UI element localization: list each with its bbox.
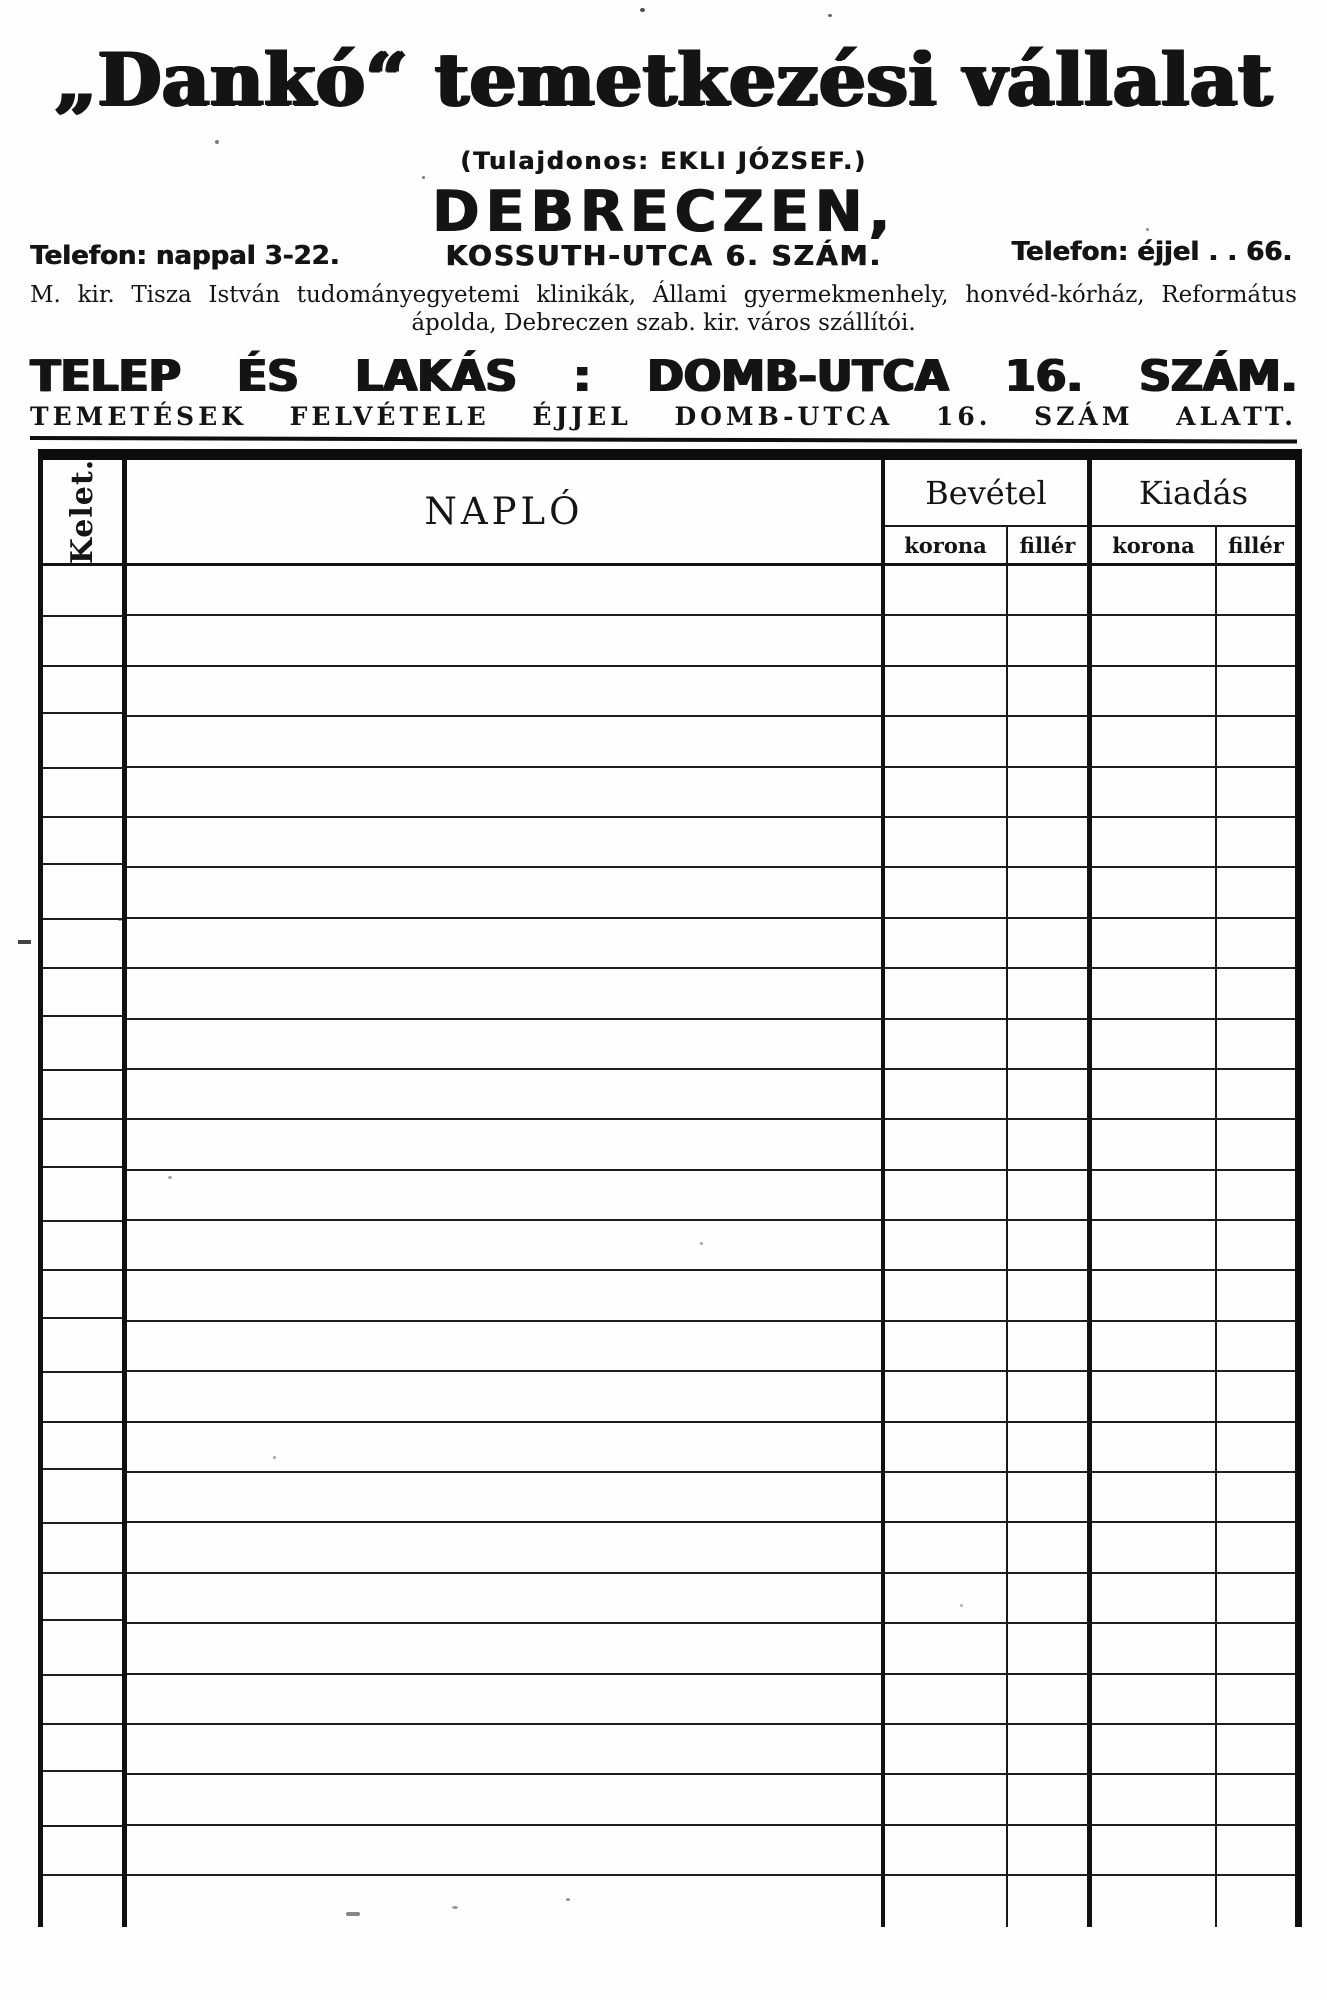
table-row	[43, 1271, 1295, 1321]
table-row	[43, 1171, 1295, 1221]
table-row	[43, 1876, 1295, 1926]
cell-income-krona	[885, 1020, 1008, 1070]
cell-journal	[127, 1423, 885, 1473]
cell-income-filler	[1008, 1372, 1092, 1422]
cell-journal	[127, 1624, 885, 1674]
divider-rule	[30, 436, 1297, 444]
cell-journal	[127, 969, 885, 1019]
cell-income-krona	[885, 667, 1008, 717]
ledger-header	[43, 460, 1295, 566]
cell-journal	[127, 1826, 885, 1876]
suppliers-line-1: M. kir. Tisza István tudományegyetemi klinikák, Állami gyermekmenhely, honvéd-kórház, Református	[30, 282, 1297, 308]
cell-income-krona	[885, 1221, 1008, 1271]
cell-expense-krona	[1092, 818, 1217, 868]
cell-date	[43, 717, 127, 767]
cell-expense-krona	[1092, 1876, 1217, 1926]
cell-income-krona	[885, 1120, 1008, 1170]
cell-income-filler	[1008, 1826, 1092, 1876]
cell-expense-filler	[1217, 616, 1295, 666]
cell-date	[43, 1624, 127, 1674]
cell-expense-filler	[1217, 868, 1295, 918]
cell-date	[43, 1675, 127, 1725]
scan-speck	[828, 14, 832, 17]
table-row	[43, 1423, 1295, 1473]
cell-expense-krona	[1092, 1775, 1217, 1825]
cell-expense-filler	[1217, 717, 1295, 767]
expense-krona-subheader: korona	[1092, 527, 1217, 563]
cell-income-filler	[1008, 818, 1092, 868]
cell-journal	[127, 616, 885, 666]
cell-expense-filler	[1217, 1624, 1295, 1674]
cell-date	[43, 1322, 127, 1372]
cell-income-filler	[1008, 1171, 1092, 1221]
table-row	[43, 919, 1295, 969]
scan-speck	[118, 918, 122, 921]
cell-journal	[127, 1775, 885, 1825]
journal-column-header: NAPLÓ	[127, 460, 885, 563]
cell-date	[43, 1221, 127, 1271]
cell-date	[43, 1574, 127, 1624]
cell-expense-krona	[1092, 1624, 1217, 1674]
cell-income-filler	[1008, 1120, 1092, 1170]
scan-speck	[700, 1242, 703, 1245]
cell-journal	[127, 1725, 885, 1775]
cell-income-krona	[885, 1473, 1008, 1523]
cell-income-krona	[885, 1574, 1008, 1624]
table-row	[43, 1624, 1295, 1674]
cell-expense-krona	[1092, 566, 1217, 616]
cell-date	[43, 919, 127, 969]
cell-income-krona	[885, 717, 1008, 767]
cell-income-krona	[885, 868, 1008, 918]
cell-expense-filler	[1217, 768, 1295, 818]
table-row	[43, 616, 1295, 666]
cell-expense-filler	[1217, 1473, 1295, 1523]
cell-income-filler	[1008, 1675, 1092, 1725]
cell-income-filler	[1008, 1423, 1092, 1473]
cell-date	[43, 768, 127, 818]
income-krona-subheader: korona	[885, 527, 1008, 563]
table-row	[43, 1574, 1295, 1624]
cell-journal	[127, 1271, 885, 1321]
cell-expense-filler	[1217, 1221, 1295, 1271]
street-address: KOSSUTH-UTCA 6. SZÁM.	[445, 239, 882, 272]
cell-expense-krona	[1092, 616, 1217, 666]
cell-expense-filler	[1217, 1876, 1295, 1926]
cell-expense-krona	[1092, 768, 1217, 818]
phone-day: Telefon: nappal 3-22.	[30, 241, 340, 271]
scan-speck	[215, 140, 219, 144]
cell-expense-filler	[1217, 1725, 1295, 1775]
cell-income-krona	[885, 1624, 1008, 1674]
cell-income-krona	[885, 1423, 1008, 1473]
income-filler-subheader: fillér	[1019, 532, 1076, 558]
ledger-table	[38, 449, 1302, 1927]
cell-income-filler	[1008, 1574, 1092, 1624]
cell-expense-krona	[1092, 1171, 1217, 1221]
owner-line: (Tulajdonos: EKLI JÓZSEF.)	[460, 147, 867, 175]
cell-income-filler	[1008, 768, 1092, 818]
cell-expense-krona	[1092, 1675, 1217, 1725]
cell-expense-filler	[1217, 1271, 1295, 1321]
city-line: DEBRECZEN,	[431, 179, 896, 245]
scan-speck	[273, 1456, 276, 1459]
cell-income-krona	[885, 818, 1008, 868]
cell-income-krona	[885, 1070, 1008, 1120]
cell-expense-filler	[1217, 667, 1295, 717]
cell-income-filler	[1008, 1876, 1092, 1926]
cell-income-krona	[885, 1171, 1008, 1221]
company-title: „Dankó“ temetkezési vállalat	[54, 37, 1273, 123]
scan-speck	[1146, 228, 1149, 231]
cell-income-filler	[1008, 1271, 1092, 1321]
cell-income-filler	[1008, 1624, 1092, 1674]
cell-journal	[127, 868, 885, 918]
table-row	[43, 1221, 1295, 1271]
cell-income-krona	[885, 768, 1008, 818]
cell-expense-filler	[1217, 1423, 1295, 1473]
cell-expense-krona	[1092, 1725, 1217, 1775]
cell-date	[43, 1876, 127, 1926]
cell-expense-krona	[1092, 969, 1217, 1019]
cell-expense-krona	[1092, 868, 1217, 918]
cell-income-krona	[885, 1876, 1008, 1926]
cell-journal	[127, 1120, 885, 1170]
suppliers-line-2: ápolda, Debreczen szab. kir. város szállítói.	[411, 310, 916, 336]
cell-expense-krona	[1092, 1372, 1217, 1422]
table-row	[43, 667, 1295, 717]
table-row	[43, 1372, 1295, 1422]
cell-income-krona	[885, 1675, 1008, 1725]
expense-column-label: Kiadás	[1092, 460, 1295, 527]
expense-column-header	[1092, 460, 1295, 563]
table-row	[43, 969, 1295, 1019]
cell-expense-filler	[1217, 1120, 1295, 1170]
cell-expense-krona	[1092, 919, 1217, 969]
cell-expense-krona	[1092, 1221, 1217, 1271]
cell-journal	[127, 919, 885, 969]
scan-speck	[346, 1912, 360, 1916]
cell-expense-filler	[1217, 1523, 1295, 1573]
cell-date	[43, 1070, 127, 1120]
table-row	[43, 1775, 1295, 1825]
cell-expense-filler	[1217, 818, 1295, 868]
cell-expense-krona	[1092, 1473, 1217, 1523]
table-row	[43, 1523, 1295, 1573]
cell-expense-krona	[1092, 1271, 1217, 1321]
cell-income-filler	[1008, 616, 1092, 666]
cell-journal	[127, 1171, 885, 1221]
cell-date	[43, 1473, 127, 1523]
cell-expense-filler	[1217, 1070, 1295, 1120]
cell-expense-filler	[1217, 1372, 1295, 1422]
cell-income-filler	[1008, 1775, 1092, 1825]
cell-date	[43, 1171, 127, 1221]
cell-journal	[127, 1372, 885, 1422]
cell-income-filler	[1008, 667, 1092, 717]
night-notice-line: TEMETÉSEK FELVÉTELE ÉJJEL DOMB-UTCA 16. SZÁM ALATT.	[30, 402, 1297, 431]
cell-expense-krona	[1092, 1423, 1217, 1473]
table-row	[43, 868, 1295, 918]
cell-income-krona	[885, 1322, 1008, 1372]
scan-speck	[452, 1906, 458, 1909]
cell-expense-filler	[1217, 969, 1295, 1019]
cell-journal	[127, 1574, 885, 1624]
cell-date	[43, 1775, 127, 1825]
cell-journal	[127, 1523, 885, 1573]
date-column-label: Kelet.	[65, 458, 101, 565]
cell-journal	[127, 566, 885, 616]
cell-date	[43, 667, 127, 717]
cell-date	[43, 566, 127, 616]
cell-expense-filler	[1217, 1574, 1295, 1624]
cell-expense-krona	[1092, 1523, 1217, 1573]
cell-expense-krona	[1092, 1826, 1217, 1876]
cell-journal	[127, 1675, 885, 1725]
cell-expense-filler	[1217, 1775, 1295, 1825]
cell-income-filler	[1008, 1070, 1092, 1120]
cell-income-filler	[1008, 1725, 1092, 1775]
table-row	[43, 1020, 1295, 1070]
table-row	[43, 768, 1295, 818]
cell-expense-filler	[1217, 1675, 1295, 1725]
cell-income-krona	[885, 1271, 1008, 1321]
cell-journal	[127, 717, 885, 767]
income-column-header	[885, 460, 1092, 563]
cell-income-filler	[1008, 717, 1092, 767]
cell-date	[43, 868, 127, 918]
cell-journal	[127, 667, 885, 717]
table-row	[43, 1070, 1295, 1120]
cell-expense-krona	[1092, 717, 1217, 767]
cell-expense-krona	[1092, 1120, 1217, 1170]
scan-speck	[566, 1898, 570, 1901]
cell-date	[43, 616, 127, 666]
cell-income-filler	[1008, 1020, 1092, 1070]
cell-expense-filler	[1217, 1020, 1295, 1070]
cell-expense-filler	[1217, 919, 1295, 969]
cell-date	[43, 1120, 127, 1170]
cell-date	[43, 1020, 127, 1070]
cell-income-filler	[1008, 1473, 1092, 1523]
table-row	[43, 1826, 1295, 1876]
cell-income-filler	[1008, 1523, 1092, 1573]
cell-expense-krona	[1092, 1020, 1217, 1070]
expense-filler-subheader: fillér	[1228, 532, 1284, 558]
cell-income-krona	[885, 1775, 1008, 1825]
scan-speck	[168, 1176, 172, 1179]
scan-speck	[640, 8, 645, 12]
cell-journal	[127, 1221, 885, 1271]
scan-speck	[18, 940, 31, 944]
cell-journal	[127, 1876, 885, 1926]
cell-date	[43, 1271, 127, 1321]
cell-income-filler	[1008, 566, 1092, 616]
phone-night: Telefon: éjjel . . 66.	[1011, 237, 1292, 267]
cell-income-krona	[885, 1372, 1008, 1422]
cell-income-filler	[1008, 919, 1092, 969]
cell-date	[43, 1826, 127, 1876]
table-row	[43, 1120, 1295, 1170]
cell-journal	[127, 818, 885, 868]
cell-income-krona	[885, 1523, 1008, 1573]
cell-expense-filler	[1217, 1322, 1295, 1372]
date-column-header	[43, 460, 127, 563]
cell-journal	[127, 1070, 885, 1120]
cell-journal	[127, 1322, 885, 1372]
cell-income-krona	[885, 969, 1008, 1019]
scan-speck	[422, 176, 425, 179]
cell-income-filler	[1008, 1322, 1092, 1372]
cell-date	[43, 969, 127, 1019]
cell-expense-krona	[1092, 667, 1217, 717]
cell-expense-filler	[1217, 1171, 1295, 1221]
table-row	[43, 1322, 1295, 1372]
cell-income-krona	[885, 919, 1008, 969]
cell-journal	[127, 1020, 885, 1070]
cell-journal	[127, 1473, 885, 1523]
cell-expense-filler	[1217, 566, 1295, 616]
table-row	[43, 818, 1295, 868]
table-row	[43, 717, 1295, 767]
cell-journal	[127, 768, 885, 818]
cell-income-filler	[1008, 868, 1092, 918]
table-row	[43, 1675, 1295, 1725]
table-row	[43, 1473, 1295, 1523]
scan-speck	[960, 1604, 963, 1607]
cell-date	[43, 1725, 127, 1775]
premises-line: TELEP ÉS LAKÁS : DOMB-UTCA 16. SZÁM.	[30, 351, 1297, 402]
cell-income-filler	[1008, 969, 1092, 1019]
cell-expense-filler	[1217, 1826, 1295, 1876]
cell-date	[43, 1423, 127, 1473]
cell-income-krona	[885, 566, 1008, 616]
cell-income-filler	[1008, 1221, 1092, 1271]
table-row	[43, 566, 1295, 616]
cell-expense-krona	[1092, 1574, 1217, 1624]
cell-income-krona	[885, 616, 1008, 666]
cell-income-krona	[885, 1826, 1008, 1876]
cell-date	[43, 1523, 127, 1573]
cell-expense-krona	[1092, 1322, 1217, 1372]
table-row	[43, 1725, 1295, 1775]
cell-income-krona	[885, 1725, 1008, 1775]
ledger-body	[43, 566, 1295, 1927]
cell-expense-krona	[1092, 1070, 1217, 1120]
income-column-label: Bevétel	[885, 460, 1087, 527]
cell-date	[43, 818, 127, 868]
cell-date	[43, 1372, 127, 1422]
